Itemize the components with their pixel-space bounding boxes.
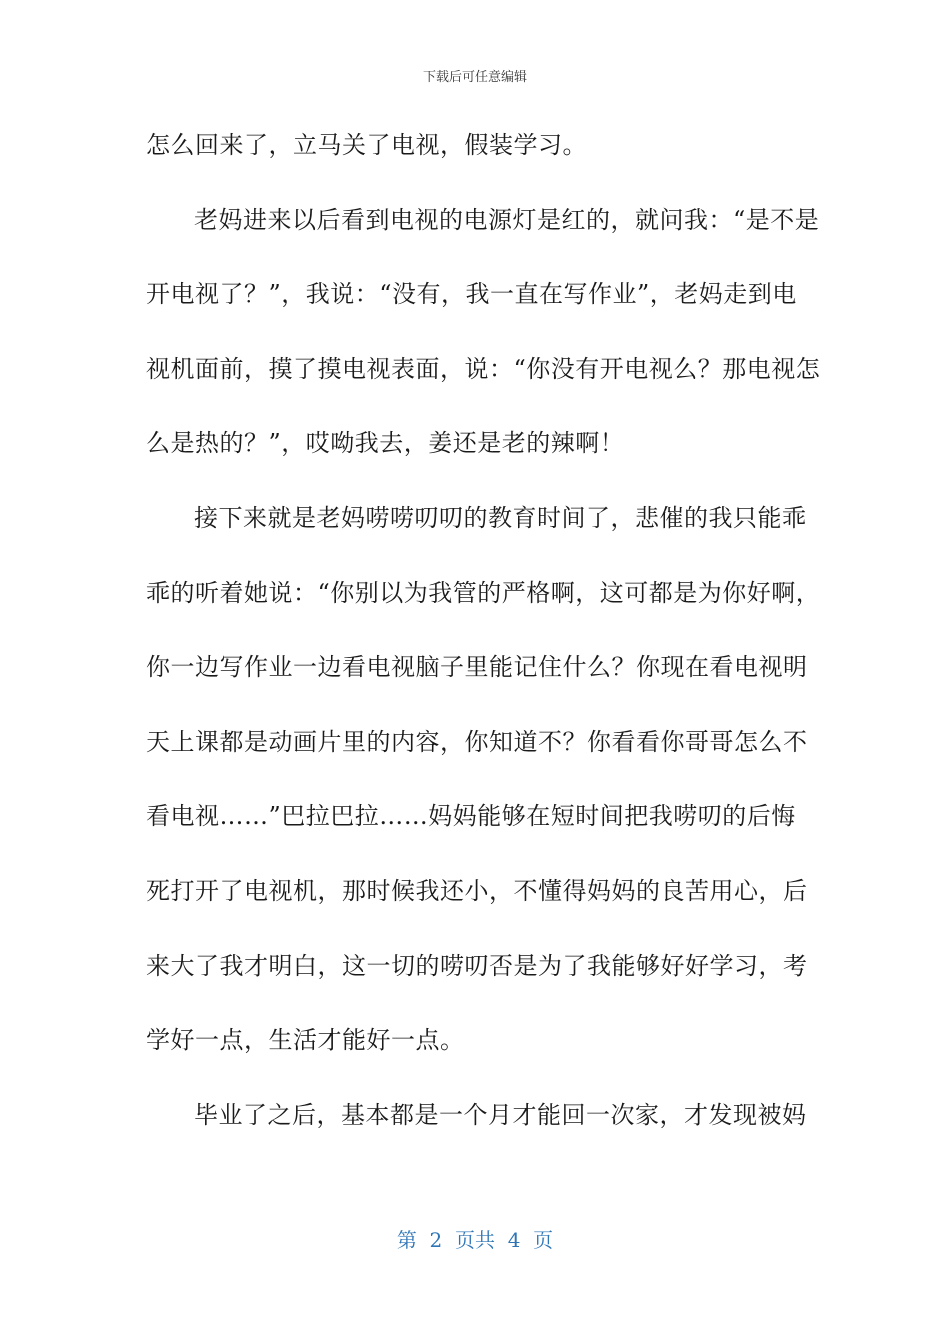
text-line: 来大了我才明白，这一切的唠叨否是为了我能够好好学习，考 [146, 951, 808, 980]
text-line: 老妈进来以后看到电视的电源灯是红的，就问我：“是不是 [194, 205, 820, 234]
text-line: 天上课都是动画片里的内容，你知道不？你看看你哥哥怎么不 [146, 727, 808, 756]
text-line: 学好一点，生活才能好一点。 [146, 1026, 465, 1055]
text-line: 毕业了之后，基本都是一个月才能回一次家，才发现被妈 [194, 1100, 807, 1129]
text-line: 乖的听着她说：“你别以为我管的严格啊，这可都是为你好啊， [146, 578, 821, 607]
text-line: 看电视……”巴拉巴拉……妈妈能够在短时间把我唠叨的后悔 [146, 802, 796, 831]
text-line: 么是热的？”，哎呦我去，姜还是老的辣啊！ [146, 429, 625, 458]
text-line: 你一边写作业一边看电视脑子里能记住什么？你现在看电视明 [146, 653, 808, 682]
text-line: 开电视了？”，我说：“没有，我一直在写作业”，老妈走到电 [146, 280, 797, 309]
page-number: 第 2 页共 4 页 [396, 1228, 554, 1252]
header-note: 下载后可任意编辑 [422, 70, 527, 85]
text-line: 怎么回来了，立马关了电视，假装学习。 [146, 131, 587, 159]
text-line: 视机面前，摸了摸电视表面，说：“你没有开电视么？那电视怎 [146, 354, 821, 383]
body-text [146, 125, 821, 1169]
text-line: 死打开了电视机，那时候我还小，不懂得妈妈的良苦用心，后 [146, 876, 808, 905]
text-line: 接下来就是老妈唠唠叨叨的教育时间了，悲催的我只能乖 [194, 503, 807, 532]
